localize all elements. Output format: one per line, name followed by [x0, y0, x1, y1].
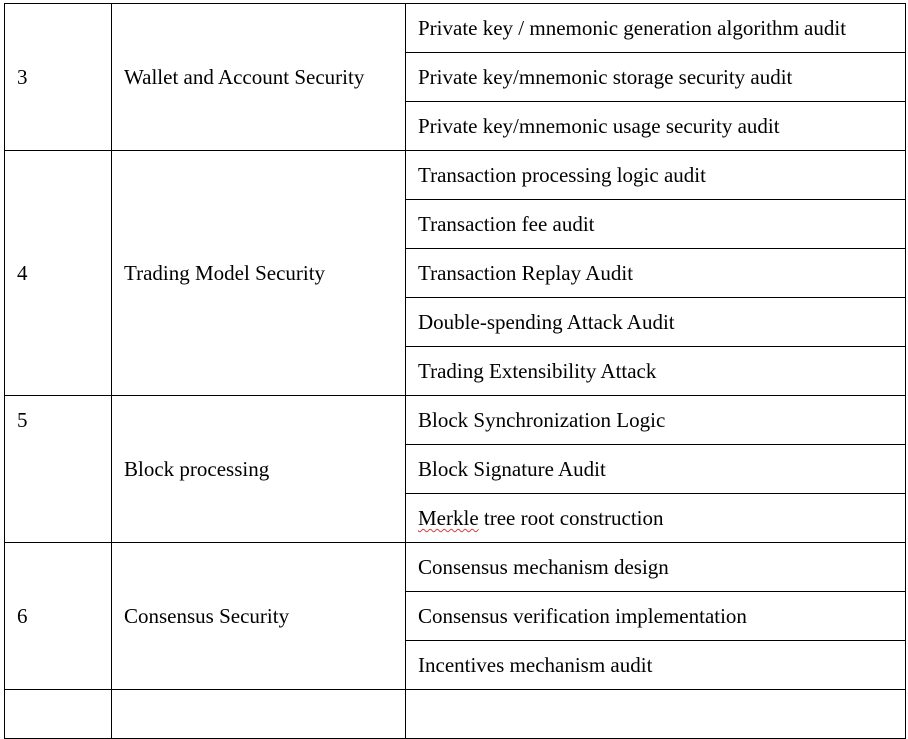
section-number-cell [5, 396, 112, 543]
audit-item: Block Signature Audit [418, 457, 606, 481]
audit-item: Trading Extensibility Attack [418, 359, 657, 383]
section-number: 3 [17, 65, 28, 89]
audit-item: Transaction processing logic audit [418, 163, 706, 187]
section-number: 5 [17, 408, 28, 432]
category-label: Consensus Security [124, 604, 290, 628]
audit-item-cell [406, 102, 906, 151]
table-row [5, 690, 906, 739]
section-number-cell [5, 4, 112, 151]
audit-item: Double-spending Attack Audit [418, 310, 675, 334]
audit-item-cell [406, 347, 906, 396]
audit-item-cell [406, 641, 906, 690]
audit-item: Transaction fee audit [418, 212, 595, 236]
audit-item-cell [406, 592, 906, 641]
empty-cell [406, 690, 906, 739]
audit-table [4, 3, 906, 739]
category-label: Wallet and Account Security [124, 65, 365, 89]
audit-item: Transaction Replay Audit [418, 261, 634, 285]
audit-item: Block Synchronization Logic [418, 408, 666, 432]
audit-item: Private key/mnemonic usage security audit [418, 114, 780, 138]
audit-item: Incentives mechanism audit [418, 653, 653, 677]
audit-item-cell [406, 53, 906, 102]
category-cell [112, 4, 406, 151]
spell-flagged-word: Merkle [418, 506, 479, 530]
audit-item-cell [406, 543, 906, 592]
audit-item-cell [406, 396, 906, 445]
audit-item-cell [406, 200, 906, 249]
audit-item-cell [406, 445, 906, 494]
audit-item-cell [406, 151, 906, 200]
audit-item-cell [406, 494, 906, 543]
category-label: Block processing [124, 457, 270, 481]
category-cell [112, 151, 406, 396]
empty-cell [112, 690, 406, 739]
category-label: Trading Model Security [124, 261, 326, 285]
category-cell [112, 396, 406, 543]
audit-item: Consensus mechanism design [418, 555, 669, 579]
section-number: 6 [17, 604, 28, 628]
section-number-cell [5, 151, 112, 396]
audit-item: Consensus verification implementation [418, 604, 747, 628]
table-row [5, 396, 906, 445]
empty-cell [5, 690, 112, 739]
table-row [5, 543, 906, 592]
audit-item-cell [406, 298, 906, 347]
audit-item-cell [406, 4, 906, 53]
section-number-cell [5, 543, 112, 690]
audit-item-rest: tree root construction [478, 506, 664, 530]
table-row [5, 4, 906, 53]
section-number: 4 [17, 261, 28, 285]
audit-item: Private key / mnemonic generation algorithm audit [418, 16, 847, 40]
table-row [5, 151, 906, 200]
category-cell [112, 543, 406, 690]
audit-item-cell [406, 249, 906, 298]
audit-item: Private key/mnemonic storage security audit [418, 65, 793, 89]
